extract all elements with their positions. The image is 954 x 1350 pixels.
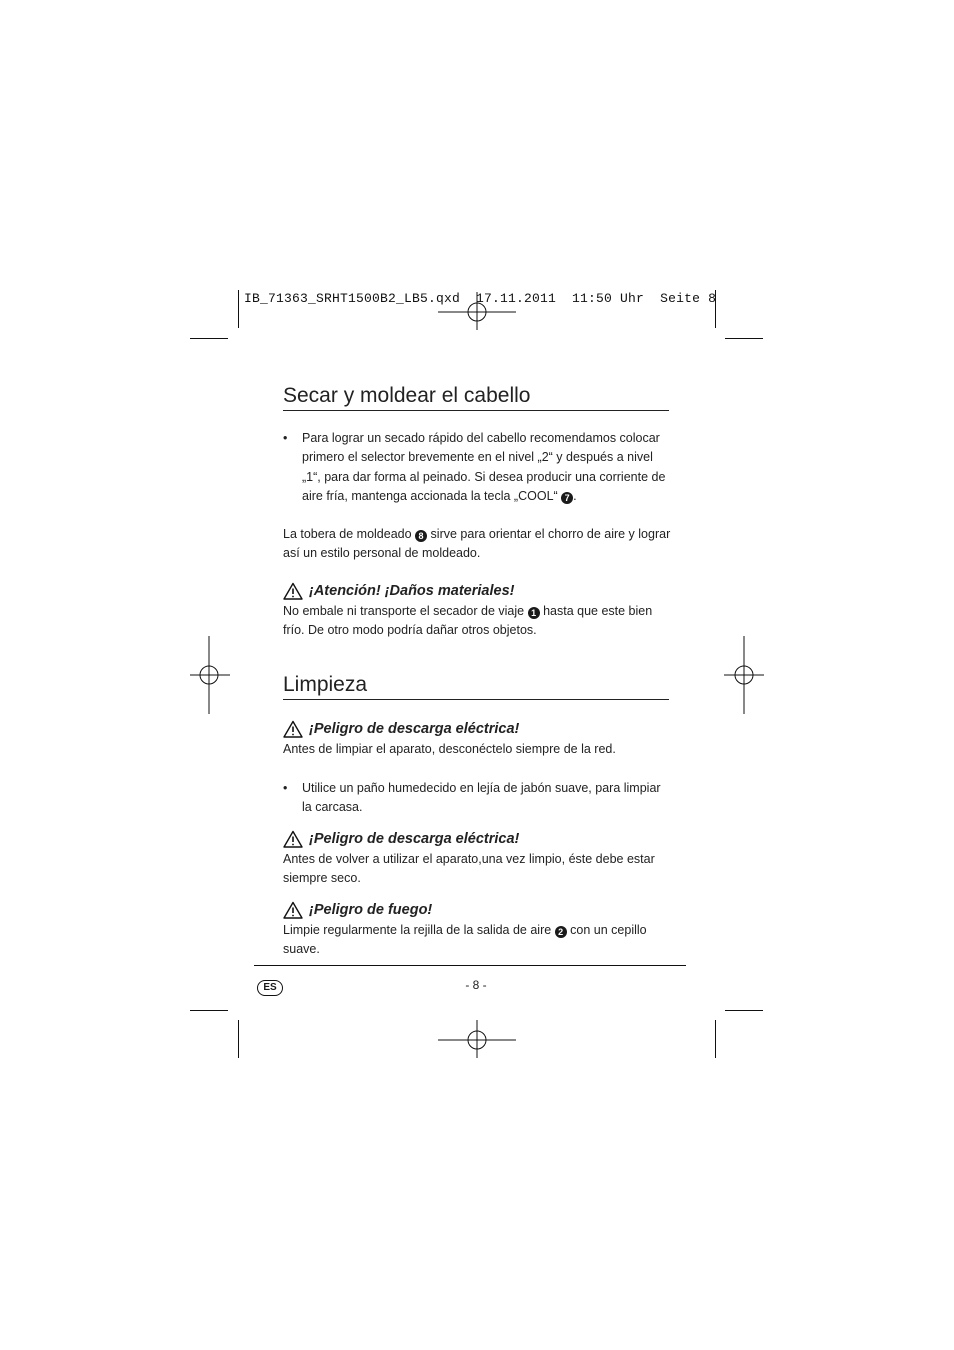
list-item-text: Utilice un paño humedecido en lejía de jabón suave, para limpiar la carcasa. <box>302 781 661 815</box>
page-number: - 8 - <box>465 978 487 992</box>
crop-mark <box>715 1020 716 1058</box>
part-number-badge: 2 <box>555 926 567 938</box>
section-heading-drying: Secar y moldear el cabello <box>283 384 669 411</box>
warning-text-part: hasta que este bien frío. De otro modo podría dañar otros objetos. <box>283 604 653 638</box>
warning-heading <box>283 718 519 740</box>
part-number-badge: 8 <box>415 530 427 542</box>
warning-title: ¡Peligro de descarga eléctrica! <box>309 831 520 847</box>
warning-heading <box>283 899 432 921</box>
registration-mark-right <box>724 636 764 714</box>
warning-triangle-icon <box>283 830 303 848</box>
bullet-dot: • <box>283 781 288 795</box>
warning-text-part: con un cepillo suave. <box>283 923 647 957</box>
crop-mark <box>238 1020 239 1058</box>
registration-mark-left <box>190 636 230 714</box>
warning-title: ¡Atención! ¡Daños materiales! <box>309 583 515 599</box>
print-slug: IB_71363_SRHT1500B2_LB5.qxd 17.11.2011 11:50 Uhr Seite 8 <box>244 291 717 306</box>
bullet-dot: • <box>283 431 288 445</box>
warning-text: Antes de volver a utilizar el aparato,una vez limpio, éste debe estar siempre seco. <box>283 852 655 886</box>
list-item-text-end: . <box>573 488 577 503</box>
warning-text-part: Limpie regularmente la rejilla de la salida de aire <box>283 923 552 937</box>
part-number-badge: 7 <box>561 492 573 504</box>
crop-mark <box>725 338 763 339</box>
crop-mark <box>725 1010 763 1011</box>
warning-triangle-icon <box>283 582 303 600</box>
crop-mark <box>190 1010 228 1011</box>
paragraph-text: La tobera de moldeado <box>283 527 412 541</box>
list-item <box>283 779 673 818</box>
list-item <box>283 429 673 506</box>
warning-title: ¡Peligro de descarga eléctrica! <box>309 721 520 737</box>
crop-mark <box>190 338 228 339</box>
warning-heading <box>283 580 514 602</box>
warning-triangle-icon <box>283 720 303 738</box>
section-heading-cleaning: Limpieza <box>283 673 669 700</box>
crop-mark <box>238 290 239 328</box>
warning-title: ¡Peligro de fuego! <box>309 902 433 918</box>
registration-mark-bottom <box>438 1020 516 1060</box>
language-badge: ES <box>257 980 283 996</box>
paragraph-text: sirve para orientar el chorro de aire y lograr así un estilo personal de moldeado. <box>283 527 671 561</box>
list-item-text-part: Para lograr un secado rápido del cabello recomendamos colocar primero el selector brevemente en el nivel „2“ y después a nivel „1“, para dar forma al peinado. Si desea producir una corriente de aire fría, mantenga accionada la tecla „COOL“ <box>302 431 666 503</box>
warning-text <box>283 921 673 960</box>
list-item-text <box>302 429 673 506</box>
warning-text <box>283 602 673 641</box>
footer-rule <box>254 965 686 966</box>
part-number-badge: 1 <box>528 607 540 619</box>
warning-text: Antes de limpiar el aparato, desconéctelo siempre de la red. <box>283 742 616 756</box>
paragraph-nozzle <box>283 525 673 564</box>
warning-text-part: No embale ni transporte el secador de viaje <box>283 604 525 618</box>
warning-heading <box>283 828 519 850</box>
warning-triangle-icon <box>283 901 303 919</box>
